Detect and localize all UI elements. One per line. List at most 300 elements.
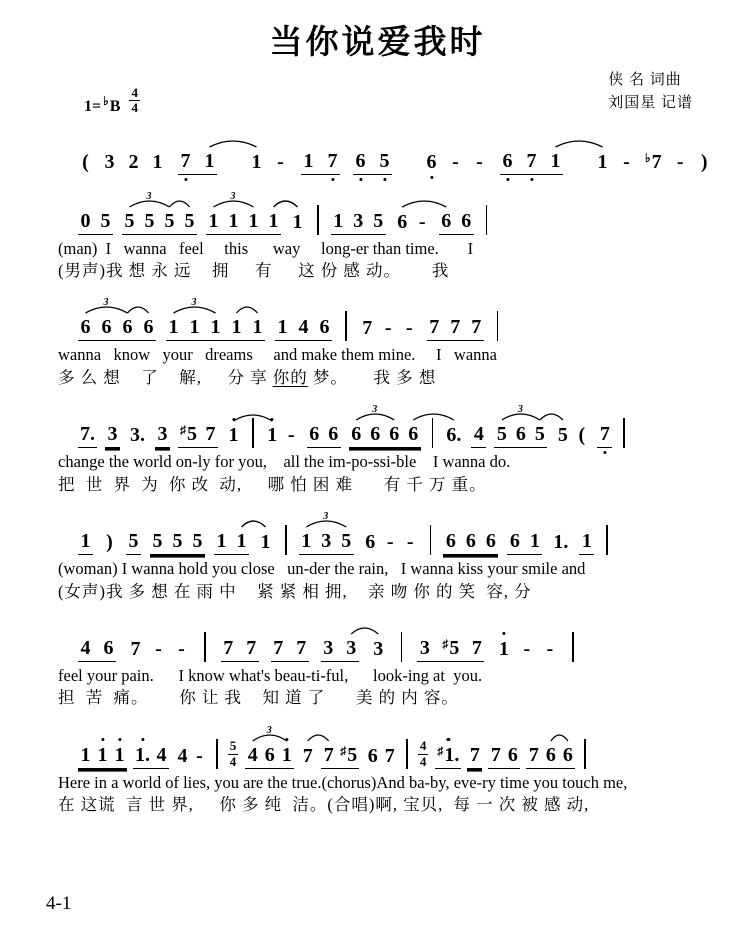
note-cell: 1 bbox=[210, 316, 221, 339]
note-cell: 7 bbox=[490, 743, 501, 766]
notes-row bbox=[78, 296, 725, 341]
beam-group bbox=[301, 151, 340, 175]
svg-text:3: 3 bbox=[323, 511, 329, 523]
note-cell: 6 bbox=[264, 743, 275, 766]
note-cell: ( bbox=[82, 150, 89, 173]
note-cell: 5 bbox=[172, 530, 183, 553]
note-cell: 7 bbox=[450, 316, 461, 339]
octave-dot-low bbox=[430, 176, 433, 179]
note-cell: 1 bbox=[208, 209, 219, 232]
barline bbox=[497, 311, 499, 341]
lyrics-chinese bbox=[58, 794, 725, 815]
note-cell: 3 bbox=[107, 423, 118, 446]
note-cell: ) bbox=[106, 531, 113, 554]
barline bbox=[216, 739, 218, 769]
beam-group bbox=[321, 745, 359, 769]
note-cell: 3 bbox=[353, 209, 364, 232]
lyrics-english bbox=[58, 238, 725, 259]
note-cell: 2 bbox=[128, 150, 139, 173]
system-7 bbox=[58, 724, 725, 816]
note-cell: 3 bbox=[104, 150, 115, 173]
beam-group bbox=[579, 531, 594, 555]
svg-text:3: 3 bbox=[191, 297, 197, 309]
note-cell: 6 bbox=[365, 531, 376, 554]
beam-group bbox=[214, 531, 249, 555]
note-cell: 6 bbox=[441, 209, 452, 232]
note-cell: - bbox=[418, 210, 426, 233]
note-cell: 7 bbox=[526, 151, 537, 171]
lyrics-chinese bbox=[58, 260, 725, 281]
beam-group bbox=[471, 424, 486, 448]
note-cell: 6 bbox=[328, 423, 339, 446]
beam-group bbox=[551, 532, 570, 555]
note-cell: - bbox=[476, 150, 483, 173]
lyric-segment: 多 么 想 了 解, 分 享 bbox=[58, 367, 273, 387]
note-cell: 1 bbox=[228, 209, 239, 232]
note-cell: 1. bbox=[553, 531, 569, 554]
note-cell: 5 bbox=[128, 530, 139, 553]
note-cell: 6 bbox=[507, 743, 518, 766]
lyric-segment: 担 苦 痛。 你 让 我 知 道 了 美 的 内 容。 bbox=[58, 688, 459, 708]
beam-group bbox=[500, 151, 563, 175]
barline bbox=[252, 418, 254, 448]
note-cell: 6 bbox=[461, 209, 472, 232]
note-cell: - bbox=[406, 531, 414, 554]
svg-text:3: 3 bbox=[103, 297, 109, 309]
octave-dot-low bbox=[184, 178, 187, 181]
note-cell: 5 bbox=[192, 530, 203, 553]
barline bbox=[401, 632, 403, 662]
beam-group bbox=[178, 424, 218, 448]
note-cell: 1 bbox=[550, 149, 561, 172]
beam-group bbox=[178, 151, 217, 175]
beam-group bbox=[206, 211, 281, 235]
note-cell: ♯1. bbox=[437, 745, 459, 765]
beam-group bbox=[526, 745, 575, 769]
time-sig-bottom: 4 bbox=[419, 753, 427, 769]
beam-group bbox=[363, 532, 418, 555]
barline bbox=[572, 632, 574, 662]
beam-group bbox=[78, 424, 97, 448]
note-cell: 4 bbox=[80, 637, 91, 659]
time-sig-bottom: 4 bbox=[229, 753, 237, 769]
note-cell: 0 bbox=[80, 209, 91, 232]
lyric-segment: (女声)我 多 想 在 雨 中 紧 紧 相 拥, 亲 吻 你 的 笑 容, 分 bbox=[58, 581, 532, 601]
note-cell: 1 bbox=[189, 316, 200, 339]
note-cell: - bbox=[405, 317, 413, 340]
note-cell: 6 bbox=[502, 151, 513, 171]
lyrics-chinese bbox=[58, 581, 725, 602]
barline bbox=[430, 525, 432, 555]
accidental-icon: ♯ bbox=[437, 743, 444, 758]
beam-group bbox=[439, 211, 474, 235]
note-cell: 1 bbox=[498, 639, 509, 659]
note-cell: 1 bbox=[152, 150, 163, 173]
note-cell: 1 bbox=[267, 425, 278, 445]
note-cell: 1 bbox=[292, 210, 303, 233]
beam-group bbox=[488, 745, 520, 769]
note-cell: 1 bbox=[80, 743, 91, 766]
note-cell: 3 bbox=[323, 637, 334, 659]
note-cell: 5 bbox=[341, 530, 352, 553]
note-cell: - bbox=[384, 317, 392, 340]
lyrics-chinese bbox=[58, 687, 725, 708]
lyrics-english bbox=[58, 665, 725, 686]
note-cell: - bbox=[452, 150, 459, 173]
note-cell: 5 bbox=[124, 209, 135, 232]
note-cell: 7 bbox=[469, 743, 480, 766]
note-cell: 5 bbox=[144, 209, 155, 232]
music-systems bbox=[0, 116, 755, 816]
notes-row bbox=[78, 510, 725, 555]
svg-text:3: 3 bbox=[146, 190, 152, 202]
note-cell: 7 bbox=[273, 637, 284, 659]
system-3 bbox=[58, 296, 725, 388]
lyric-segment: 梦。 我 多 想 bbox=[307, 367, 437, 387]
note-cell: 5 bbox=[379, 151, 390, 171]
note-cell: 6 bbox=[426, 152, 437, 172]
key-signature bbox=[84, 86, 141, 116]
barline bbox=[606, 525, 608, 555]
lyric-segment: change the world on-ly for you, all the im-po-ssi-ble I wanna do. bbox=[58, 452, 511, 472]
note-cell: 7 bbox=[362, 317, 373, 340]
note-cell: 6 bbox=[370, 423, 381, 446]
meta-row bbox=[0, 63, 755, 116]
time-signature bbox=[228, 739, 239, 769]
beam-group bbox=[321, 638, 359, 662]
beam-group bbox=[245, 745, 294, 769]
note-cell: 1 bbox=[303, 149, 314, 172]
note-cell: 7 bbox=[130, 638, 141, 660]
note-cell: 7 bbox=[205, 423, 216, 446]
lyrics-english bbox=[58, 558, 725, 579]
note-cell: 7 bbox=[323, 743, 334, 766]
note-cell: - bbox=[523, 638, 531, 660]
note-cell: 1. bbox=[135, 745, 150, 765]
note-cell: - bbox=[196, 744, 203, 767]
transcriber-credit: 刘国星 记谱 bbox=[608, 95, 693, 112]
note-cell: 7 bbox=[223, 637, 234, 659]
beam-group bbox=[299, 531, 354, 555]
beam-group bbox=[443, 531, 498, 555]
beam-group bbox=[150, 531, 205, 555]
time-signature bbox=[418, 739, 429, 769]
note-cell: 5 bbox=[184, 209, 195, 232]
octave-dot-high bbox=[447, 738, 450, 741]
octave-dot-high bbox=[285, 738, 288, 741]
note-cell: 1 bbox=[204, 149, 215, 172]
lyric-segment: (woman) I wanna hold you close un-der the rain, I wanna kiss your smile and bbox=[58, 559, 586, 579]
beam-group bbox=[126, 531, 141, 555]
beam-group bbox=[105, 424, 120, 448]
lyrics-english bbox=[58, 344, 725, 365]
flat-icon: ♭ bbox=[103, 93, 109, 108]
barline bbox=[623, 418, 625, 448]
note-cell: 3 bbox=[373, 638, 384, 660]
notes-row bbox=[78, 617, 725, 662]
beam-group bbox=[128, 425, 147, 448]
note-cell: 1 bbox=[97, 745, 108, 765]
note-cell: 7 bbox=[180, 151, 191, 171]
note-cell: 6 bbox=[103, 637, 114, 659]
lyric-segment: (男声)我 想 永 远 拥 有 这 份 感 动。 我 bbox=[58, 260, 450, 280]
note-cell: 1 bbox=[248, 209, 259, 232]
notes-row bbox=[78, 190, 725, 235]
note-cell: 6 bbox=[80, 316, 91, 339]
note-cell: 1 bbox=[252, 316, 263, 339]
note-cell: 3 bbox=[157, 423, 168, 446]
beam-group bbox=[258, 532, 273, 555]
beam-group bbox=[78, 317, 156, 341]
beam-group bbox=[221, 638, 259, 662]
note-cell: - bbox=[287, 424, 295, 447]
note-cell: 6 bbox=[515, 423, 526, 446]
underlined-lyric: 你的 bbox=[272, 367, 308, 387]
barline bbox=[204, 632, 206, 662]
note-cell: ♭7 bbox=[645, 150, 662, 173]
note-cell: 6 bbox=[143, 316, 154, 339]
note-cell: 4 bbox=[298, 316, 309, 339]
system-4 bbox=[58, 403, 725, 495]
system-5 bbox=[58, 510, 725, 602]
beam-group bbox=[435, 745, 461, 769]
accidental-icon: ♯ bbox=[340, 743, 347, 758]
note-cell: 6 bbox=[485, 530, 496, 553]
time-sig-top: 4 bbox=[419, 738, 427, 754]
beam-group bbox=[226, 425, 241, 448]
note-cell: 6 bbox=[309, 423, 320, 446]
beam-group bbox=[353, 151, 392, 175]
note-cell: 6 bbox=[319, 316, 330, 339]
note-cell: - bbox=[178, 638, 185, 660]
octave-dot-high bbox=[141, 738, 144, 741]
barline bbox=[432, 418, 434, 448]
beam-group bbox=[78, 638, 116, 662]
beam-group bbox=[78, 211, 113, 235]
beam-group bbox=[133, 745, 169, 769]
barline bbox=[317, 205, 319, 235]
note-cell: 6 bbox=[397, 210, 408, 233]
svg-text:3: 3 bbox=[230, 190, 236, 202]
lyric-segment: feel your pain. I know what's beau-ti-ful, look-ing at you. bbox=[58, 666, 483, 685]
beam-group bbox=[265, 425, 299, 448]
note-cell: 1 bbox=[529, 530, 540, 553]
notes-row bbox=[78, 724, 725, 769]
note-cell: ( bbox=[578, 424, 586, 447]
beam-group bbox=[467, 745, 482, 769]
note-cell: 6 bbox=[351, 423, 362, 446]
beam-group bbox=[275, 317, 332, 341]
note-cell: 5 bbox=[164, 209, 175, 232]
note-cell: 1 bbox=[231, 316, 242, 339]
beam-group bbox=[494, 424, 547, 448]
beam-group bbox=[78, 531, 93, 555]
beam-group bbox=[496, 639, 557, 662]
note-cell: 4 bbox=[473, 423, 484, 446]
note-cell: 6 bbox=[389, 423, 400, 446]
beam-group bbox=[597, 424, 612, 448]
note-cell: 4 bbox=[247, 743, 258, 766]
beam-group bbox=[271, 638, 309, 662]
note-cell: 5 bbox=[373, 209, 384, 232]
note-cell: 4 bbox=[156, 743, 167, 766]
note-cell: 6 bbox=[445, 530, 456, 553]
lyrics-chinese bbox=[58, 367, 725, 388]
barline bbox=[406, 739, 408, 769]
note-cell: - bbox=[155, 638, 162, 660]
beam-group bbox=[371, 639, 386, 662]
page-title: 当你说爱我时 bbox=[269, 23, 486, 60]
note-cell: 1 bbox=[168, 316, 179, 339]
barline bbox=[285, 525, 287, 555]
accidental-icon: ♯ bbox=[442, 637, 449, 651]
octave-dot-low bbox=[383, 178, 386, 181]
lyric-segment: 把 世 界 为 你 改 动, 哪 怕 困 难 有 千 万 重。 bbox=[58, 474, 487, 494]
lyric-segment: (man) I wanna feel this way long-er than time. I bbox=[58, 238, 474, 258]
barline bbox=[345, 311, 347, 341]
note-cell: 5 bbox=[557, 424, 568, 447]
note-cell: ♯5 bbox=[180, 423, 197, 446]
accidental-icon: ♯ bbox=[180, 423, 186, 438]
barline bbox=[584, 739, 586, 769]
note-cell: 6 bbox=[355, 151, 366, 171]
note-cell: 1 bbox=[236, 530, 247, 553]
note-cell: 6 bbox=[101, 316, 112, 339]
note-cell: 6 bbox=[545, 743, 556, 766]
note-cell: 1 bbox=[581, 530, 592, 553]
system-6 bbox=[58, 617, 725, 709]
octave-dot-high bbox=[232, 418, 235, 421]
notes-row bbox=[78, 403, 725, 448]
note-cell: - bbox=[676, 150, 684, 173]
note-cell: 1 bbox=[333, 209, 344, 232]
system-2 bbox=[58, 190, 725, 282]
note-cell: ) bbox=[700, 150, 708, 173]
note-cell: 7 bbox=[599, 424, 610, 444]
beam-group bbox=[78, 152, 165, 175]
note-cell: 7 bbox=[296, 637, 307, 659]
note-cell: 7 bbox=[471, 637, 482, 659]
beam-group bbox=[360, 318, 417, 341]
note-cell: 6 bbox=[562, 743, 573, 766]
beam-group bbox=[102, 532, 117, 555]
beam-group bbox=[507, 531, 542, 555]
note-cell: 6 bbox=[408, 423, 419, 446]
accidental-icon: ♭ bbox=[645, 150, 651, 165]
octave-dot-high bbox=[271, 418, 274, 421]
credits bbox=[608, 69, 693, 116]
beam-group bbox=[122, 211, 197, 235]
note-cell: 5 bbox=[496, 423, 507, 446]
note-cell: 1 bbox=[80, 530, 91, 553]
page-number: 4-1 bbox=[46, 893, 72, 914]
octave-dot-high bbox=[101, 738, 104, 741]
note-cell: 7 bbox=[246, 637, 257, 659]
beam-group bbox=[249, 152, 288, 175]
beam-group bbox=[175, 746, 207, 769]
note-cell: 1 bbox=[281, 745, 292, 765]
octave-dot-high bbox=[502, 632, 505, 635]
beam-group bbox=[300, 746, 315, 769]
beam-group bbox=[417, 638, 484, 662]
beam-group bbox=[555, 425, 589, 448]
octave-dot-low bbox=[359, 178, 362, 181]
note-cell: ♯5 bbox=[340, 743, 358, 766]
note-cell: 6 bbox=[122, 316, 133, 339]
note-cell: 6 bbox=[509, 530, 520, 553]
note-cell: 1 bbox=[268, 209, 279, 232]
note-cell: 1 bbox=[228, 425, 239, 445]
note-cell: ♯5 bbox=[442, 637, 460, 659]
lyrics-chinese bbox=[58, 474, 725, 495]
lyric-segment: 在 这谎 言 世 界, 你 多 纯 洁。(合唱)啊, 宝贝, 每 一 次 被 感 动, bbox=[58, 795, 590, 815]
svg-text:3: 3 bbox=[517, 404, 523, 416]
beam-group bbox=[395, 212, 430, 235]
beam-group bbox=[349, 424, 421, 448]
note-cell: 1 bbox=[260, 531, 271, 554]
note-cell: 1 bbox=[114, 745, 125, 765]
key-text: 1= ♭B bbox=[84, 93, 121, 115]
note-cell: 7 bbox=[528, 743, 539, 766]
note-cell: 5 bbox=[100, 209, 111, 232]
note-cell: 1 bbox=[251, 150, 262, 173]
beam-group bbox=[155, 424, 170, 448]
beam-group bbox=[128, 639, 189, 662]
beam-group bbox=[424, 152, 487, 175]
beam-group bbox=[365, 746, 397, 769]
note-cell: 1 bbox=[277, 316, 288, 339]
time-sig-top: 5 bbox=[229, 738, 237, 754]
note-cell: - bbox=[546, 638, 554, 660]
lyric-segment: Here in a world of lies, you are the true.(chorus)And ba-by, eve-ry time you touch me, bbox=[58, 772, 628, 792]
note-cell: - bbox=[623, 150, 630, 173]
notes-row bbox=[78, 130, 725, 175]
svg-text:3: 3 bbox=[372, 404, 378, 416]
svg-text:3: 3 bbox=[266, 724, 272, 736]
lyrics-english bbox=[58, 451, 725, 472]
note-cell: 3 bbox=[419, 637, 430, 659]
beam-group bbox=[427, 317, 484, 341]
note-cell: 5 bbox=[152, 530, 163, 553]
lyrics-english bbox=[58, 772, 725, 793]
system-1 bbox=[58, 130, 725, 175]
note-cell: 6. bbox=[446, 424, 462, 447]
note-cell: 6 bbox=[465, 530, 476, 553]
note-cell: - bbox=[277, 150, 284, 173]
lyric-segment: wanna know your dreams and make them mine. I wanna bbox=[58, 345, 497, 365]
note-cell: 1 bbox=[301, 530, 312, 553]
note-cell: 7 bbox=[471, 316, 482, 339]
barline bbox=[486, 205, 488, 235]
note-cell: 6 bbox=[367, 744, 378, 767]
beam-group bbox=[331, 211, 386, 235]
note-cell: 3 bbox=[321, 530, 332, 553]
beam-group bbox=[595, 152, 712, 175]
note-cell: 7 bbox=[384, 744, 395, 767]
octave-dot-low bbox=[530, 178, 533, 181]
lyricist-credit: 侠 名 词曲 bbox=[608, 72, 682, 88]
note-cell: 5 bbox=[534, 423, 545, 446]
beam-group bbox=[290, 212, 305, 235]
note-cell: 1 bbox=[597, 150, 608, 173]
note-cell: 7 bbox=[302, 744, 313, 767]
octave-dot-low bbox=[331, 178, 334, 181]
beam-group bbox=[166, 317, 265, 341]
octave-dot-low bbox=[506, 178, 509, 181]
time-signature: 4 4 bbox=[131, 84, 138, 116]
beam-group bbox=[78, 745, 127, 769]
beam-group bbox=[307, 424, 341, 448]
